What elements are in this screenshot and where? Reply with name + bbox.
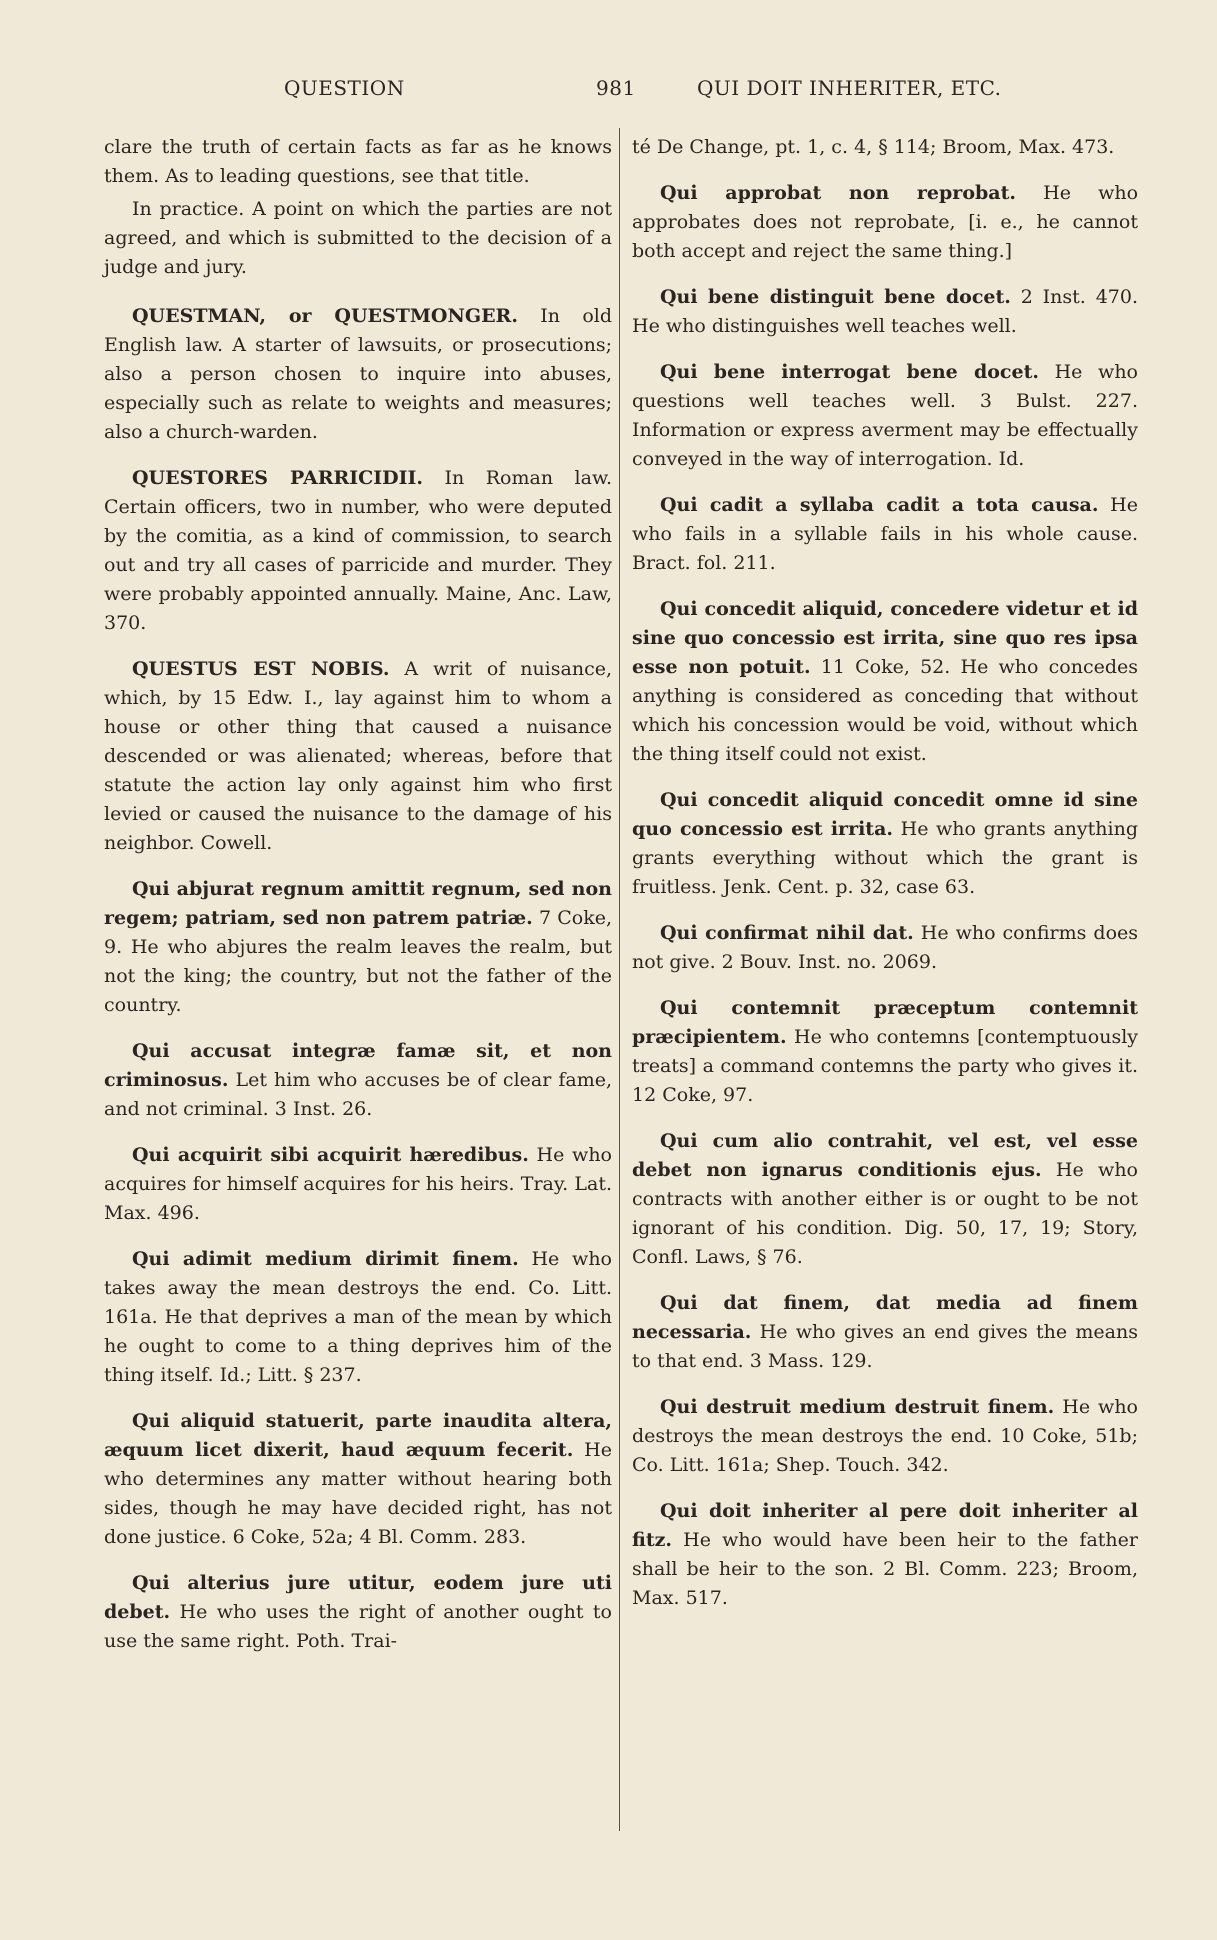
entry-headword: Qui adimit medium dirimit finem. — [132, 1248, 519, 1270]
entry-continuation — [632, 133, 1138, 162]
entry — [632, 179, 1138, 266]
entry — [632, 786, 1138, 902]
entry-headword: Qui destruit medium destruit finem. — [660, 1396, 1055, 1418]
entry — [104, 1245, 612, 1390]
entry-headword: Qui confirmat nihil dat. — [660, 922, 914, 944]
entry-text: He who approbates does not reprobate, [i. e., he cannot both accept and reject the same thing.] — [632, 182, 1139, 262]
entry-headword: Qui accusat integræ famæ sit, et non criminosus. — [104, 1040, 612, 1091]
entry-text: He who uses the right of another ought to use the same right. Poth. Trai- — [104, 1601, 612, 1652]
page-number: 981 — [596, 76, 636, 100]
entry-text: A writ of nuisance, which, by 15 Edw. I., lay against him to whom a house or other thing that caused a nuisance descended or was alienated; whereas, before that statute the action lay only against him who first levied or caused the nuisance to the damage of his neighbor. Cowell. — [104, 658, 612, 854]
header-right-guide-word: QUI DOIT INHERITER, ETC. — [697, 76, 1002, 100]
entry — [632, 994, 1138, 1110]
entry-text: He who determines any matter without hearing both sides, though he may have decided right, has not done justice. 6 Coke, 52a; 4 Bl. Comm. 283. — [104, 1439, 612, 1548]
entry-text: He who destroys the mean destroys the end. 10 Coke, 51b; Co. Litt. 161a; Shep. Touch. 342. — [632, 1396, 1138, 1476]
entry-headword: Qui acquirit sibi acquirit hæredibus. — [132, 1144, 529, 1166]
column-divider — [619, 128, 620, 1831]
entry-headword: Qui cum alio contrahit, vel est, vel esse debet non ignarus conditionis ejus. — [632, 1130, 1138, 1181]
entry-text: He who questions well teaches well. 3 Bulst. 227. Information or express averment may be effectually conveyed in the way of interrogation. Id. — [632, 361, 1139, 470]
entry-text: In practice. A point on which the parties are not agreed, and which is submitted to the decision of a judge and jury. — [104, 198, 612, 278]
entry-headword: QUESTORES PARRICIDII. — [132, 467, 424, 489]
entry-text: He who contemns [contemptuously treats] a command contemns the party who gives it. 12 Coke, 97. — [632, 1026, 1138, 1106]
entry-headword: Qui concedit aliquid, concedere videtur et id sine quo concessio est irrita, sine quo res ipsa esse non potuit. — [632, 598, 1138, 678]
entry — [104, 1407, 612, 1552]
entry-headword: Qui bene distinguit bene docet. — [660, 286, 1011, 308]
entry — [104, 464, 612, 638]
entry-text: He who takes away the mean destroys the end. Co. Litt. 161a. He that deprives a man of the mean by which he ought to come to a thing deprives him of the thing itself. Id.; Litt. § 237. — [104, 1248, 612, 1386]
entry-text: In old English law. A starter of lawsuits, or prosecutions; also a person chosen to inquire into abuses, especially such as relate to weights and measures; also a church-warden. — [104, 305, 612, 443]
entry — [104, 195, 612, 282]
entry-headword: Qui bene interrogat bene docet. — [660, 361, 1039, 383]
entry — [104, 1141, 612, 1228]
entry-text: té De Change, pt. 1, c. 4, § 114; Broom, Max. 473. — [632, 136, 1115, 158]
entry — [104, 655, 612, 858]
entry-headword: Qui doit inheriter al pere doit inheriter al fitz. — [632, 1500, 1138, 1551]
entry-text: Let him who accuses be of clear fame, and not criminal. 3 Inst. 26. — [104, 1069, 613, 1120]
running-header — [0, 76, 1217, 106]
entry — [104, 875, 612, 1020]
entry-continuation — [104, 133, 612, 191]
entry-headword: Qui aliquid statuerit, parte inaudita altera, æquum licet dixerit, haud æquum fecerit. — [104, 1410, 612, 1461]
entry-headword: Qui cadit a syllaba cadit a tota causa. — [660, 494, 1099, 516]
entry-headword: Qui alterius jure utitur, eodem jure uti debet. — [104, 1572, 612, 1623]
entry-text: He who contracts with another either is or ought to be not ignorant of his condition. Dig. 50, 17, 19; Story, Confl. Laws, § 76. — [632, 1159, 1138, 1268]
entry-text: 2 Inst. 470. He who distinguishes well teaches well. — [632, 286, 1138, 337]
entry-headword: Qui dat finem, dat media ad finem necessaria. — [632, 1292, 1138, 1343]
entry — [104, 1037, 612, 1124]
entry-headword: Qui approbat non reprobat. — [660, 182, 1016, 204]
entry-headword: Qui contemnit præceptum contemnit præcipientem. — [632, 997, 1138, 1048]
header-left-guide-word: QUESTION — [284, 76, 405, 100]
entry — [632, 358, 1138, 474]
entry — [632, 1497, 1138, 1613]
entry-text: He who gives an end gives the means to that end. 3 Mass. 129. — [632, 1321, 1138, 1372]
left-column — [104, 133, 612, 1673]
entry-text: He who acquires for himself acquires for his heirs. Tray. Lat. Max. 496. — [104, 1144, 612, 1224]
entry — [632, 1393, 1138, 1480]
entry-text: 11 Coke, 52. He who concedes anything is considered as conceding that without which his concession would be void, without which the thing itself could not exist. — [632, 656, 1138, 765]
entry-headword: Qui abjurat regnum amittit regnum, sed non regem; patriam, sed non patrem patriæ. — [104, 878, 612, 929]
entry-headword: Qui concedit aliquid concedit omne id sine quo concessio est irrita. — [632, 789, 1138, 840]
entry — [632, 283, 1138, 341]
entry — [632, 919, 1138, 977]
entry-text: He who fails in a syllable fails in his whole cause. Bract. fol. 211. — [632, 494, 1138, 574]
entry-headword: QUESTMAN, or QUESTMONGER. — [132, 305, 518, 327]
entry-text: He who grants anything grants everything without which the grant is fruitless. Jenk. Cent. p. 32, case 63. — [632, 818, 1139, 898]
entry-text: 7 Coke, 9. He who abjures the realm leaves the realm, but not the king; the country, but not the father of the country. — [104, 907, 613, 1016]
right-column — [632, 133, 1138, 1630]
entry-text: He who confirms does not give. 2 Bouv. Inst. no. 2069. — [632, 922, 1138, 973]
entry — [632, 1127, 1138, 1272]
entry-headword: QUESTUS EST NOBIS. — [132, 658, 390, 680]
entry-text: In Roman law. Certain officers, two in number, who were deputed by the comitia, as a kind of commission, to search out and try all cases of parricide and murder. They were probably appointed annually. Maine, Anc. Law, 370. — [104, 467, 612, 634]
entry-text: clare the truth of certain facts as far as he knows them. As to leading questions, see that title. — [104, 136, 612, 187]
entry-text: He who would have been heir to the father shall be heir to the son. 2 Bl. Comm. 223; Broom, Max. 517. — [632, 1529, 1138, 1609]
entry — [632, 595, 1138, 769]
entry — [104, 1569, 612, 1656]
entry — [632, 1289, 1138, 1376]
entry — [104, 302, 612, 447]
entry — [632, 491, 1138, 578]
